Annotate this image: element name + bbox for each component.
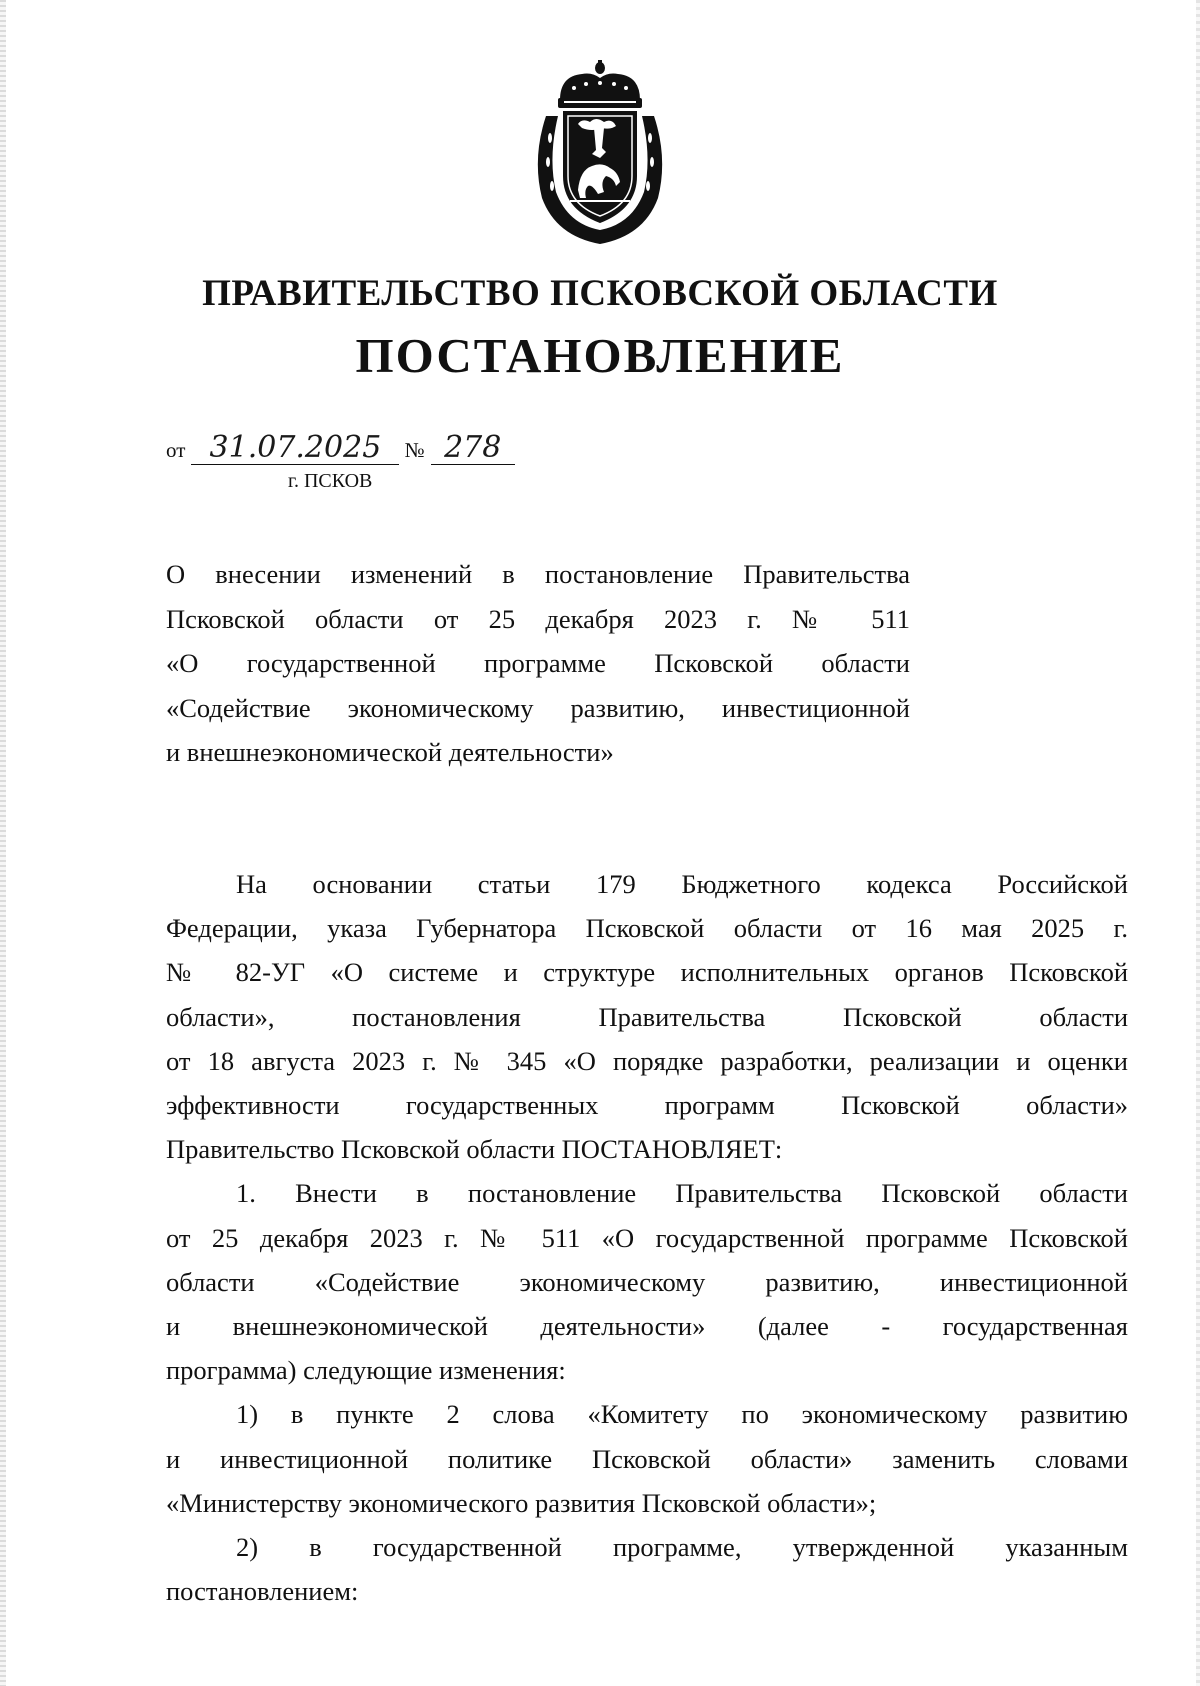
date-prefix: от — [166, 438, 186, 462]
document-type-title: ПОСТАНОВЛЕНИЕ — [355, 328, 845, 383]
handwritten-number: 278 — [431, 432, 515, 465]
body-line: и инвестиционной политике Псковской области» заменить словами — [166, 1443, 1128, 1474]
body-line: постановлением: — [166, 1576, 359, 1607]
coat-of-arms-icon — [530, 58, 670, 248]
body-line: На основании статьи 179 Бюджетного кодекса Российской — [236, 869, 1128, 899]
document-subject — [166, 552, 910, 775]
body-line: эффективности государственных программ Псковской области» — [166, 1090, 1128, 1121]
body-line: области «Содействие экономическому развитию, инвестиционной — [166, 1266, 1128, 1297]
body-line: 1. Внести в постановление Правительства Псковской области — [236, 1178, 1128, 1209]
scan-edge-left — [0, 0, 6, 1686]
city-label: г. ПСКОВ — [288, 470, 373, 492]
organization-title: ПРАВИТЕЛЬСТВО ПСКОВСКОЙ ОБЛАСТИ — [202, 273, 998, 314]
handwritten-date: 31.07.2025 — [191, 432, 399, 465]
document-body — [166, 862, 1128, 1613]
scan-edge-right — [1196, 0, 1200, 1686]
body-line: от 25 декабря 2023 г. № 511 «О государственной программе Псковской — [166, 1222, 1128, 1253]
body-line: от 18 августа 2023 г. № 345 «О порядке разработки, реализации и оценки — [166, 1045, 1128, 1076]
body-line: 2) в государственной программе, утвержденной указанным — [236, 1532, 1128, 1563]
body-line: 1) в пункте 2 слова «Комитету по экономическому развитию — [236, 1399, 1128, 1430]
body-line: программа) следующие изменения: — [166, 1355, 566, 1386]
subject-line: «Содействие экономическому развитию, инвестиционной — [166, 692, 910, 723]
body-line: и внешнеэкономической деятельности» (далее - государственная — [166, 1311, 1128, 1342]
body-line: области», постановления Правительства Псковской области — [166, 1001, 1128, 1032]
subject-line: О внесении изменений в постановление Правительства — [166, 559, 910, 589]
subject-line: «О государственной программе Псковской области — [166, 648, 910, 678]
body-line: «Министерству экономического развития Псковской области»; — [166, 1487, 877, 1518]
subject-line: Псковской области от 25 декабря 2023 г. № 511 — [166, 603, 910, 634]
document-requisites — [166, 432, 515, 465]
body-line: Федерации, указа Губернатора Псковской области от 16 мая 2025 г. — [166, 913, 1128, 944]
number-prefix: № — [404, 438, 425, 462]
body-line: № 82-УГ «О системе и структуре исполнительных органов Псковской — [166, 957, 1128, 988]
body-line: Правительство Псковской области ПОСТАНОВЛЯЕТ: — [166, 1134, 783, 1165]
subject-line: и внешнеэкономической деятельности» — [166, 737, 614, 767]
